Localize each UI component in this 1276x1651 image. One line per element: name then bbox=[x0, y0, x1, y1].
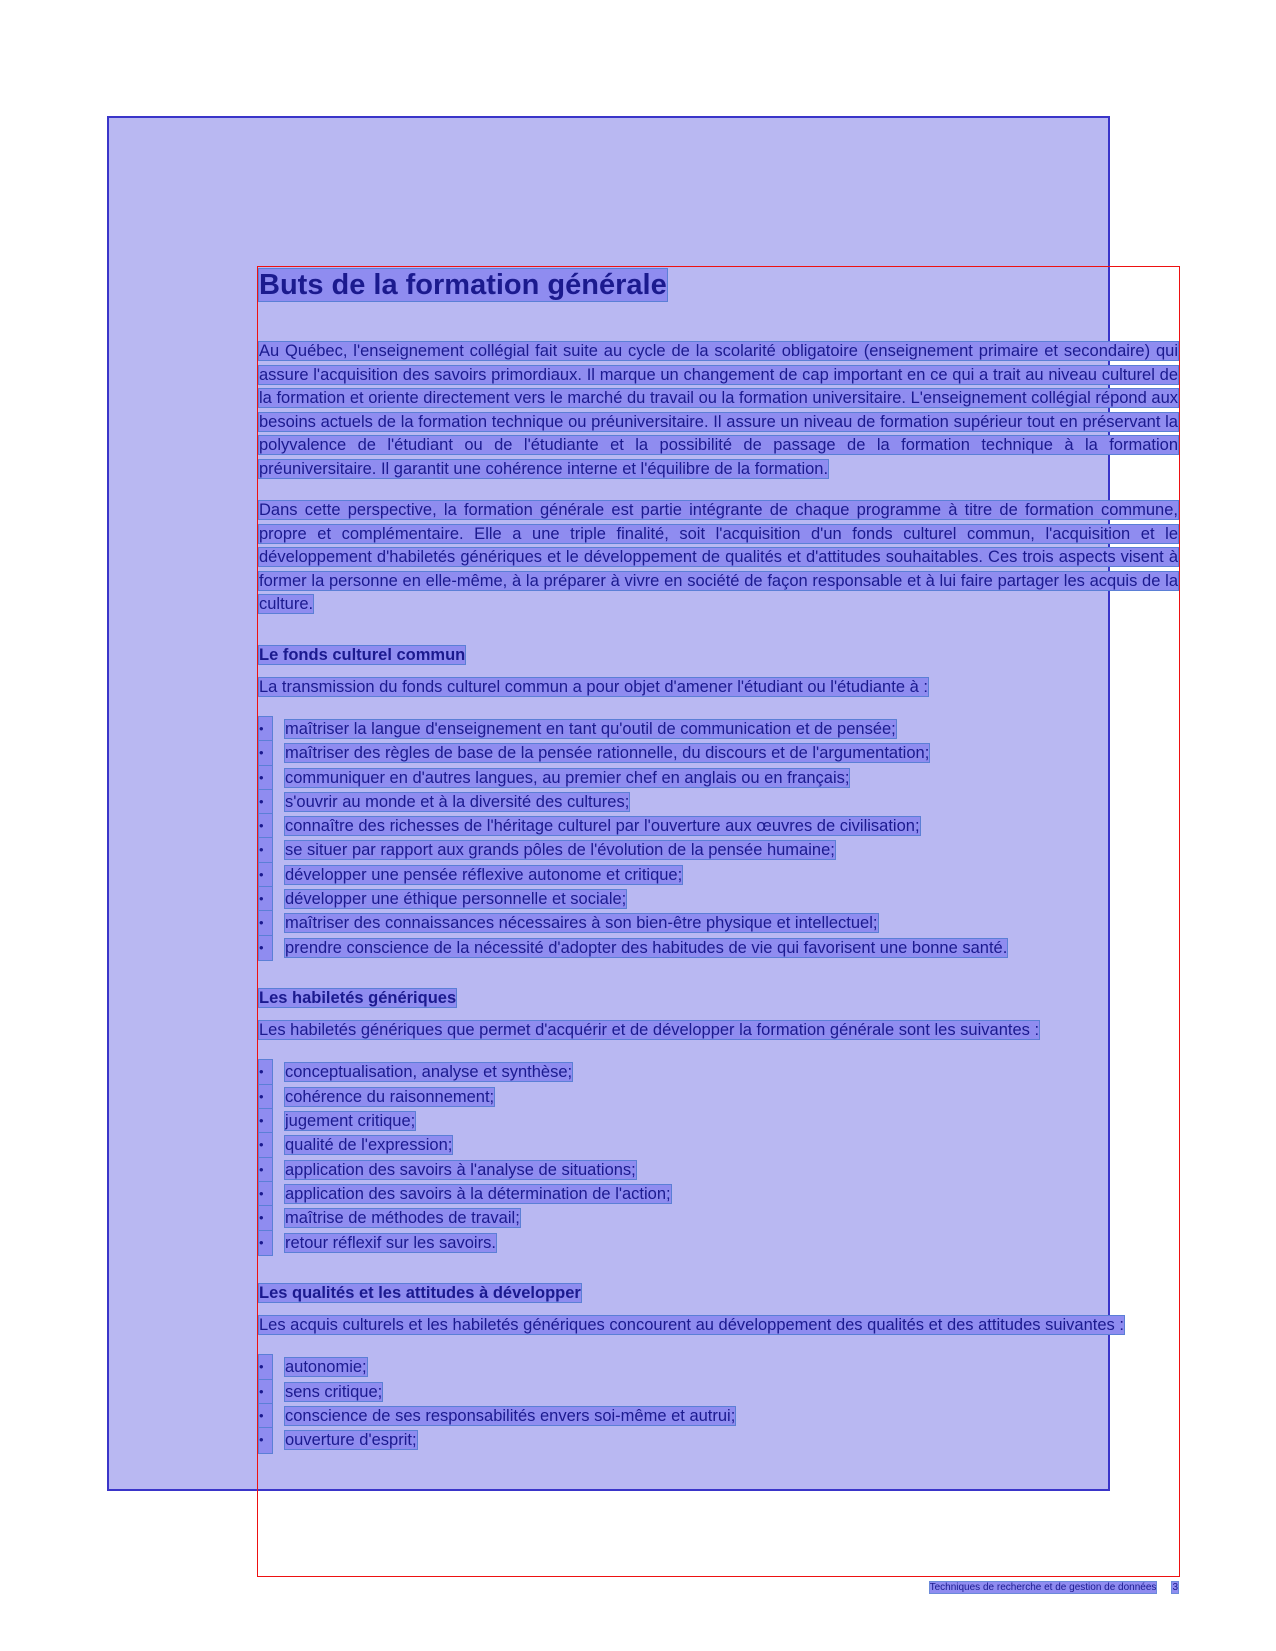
list-item bbox=[259, 1428, 1178, 1452]
list-item-text: conscience de ses responsabilités envers soi-même et autrui; bbox=[285, 1406, 736, 1425]
list-item-text: application des savoirs à l'analyse de situations; bbox=[285, 1160, 636, 1179]
list-item-text: conceptualisation, analyse et synthèse; bbox=[285, 1063, 573, 1082]
list-item bbox=[259, 887, 1178, 911]
list-item bbox=[259, 911, 1178, 935]
bullet-icon: • bbox=[259, 1206, 272, 1230]
list-item bbox=[259, 1085, 1178, 1109]
footer-page-number: 3 bbox=[1172, 1582, 1178, 1593]
bullet-icon: • bbox=[259, 1355, 272, 1379]
list-item-text: développer une pensée réflexive autonome et critique; bbox=[285, 865, 683, 884]
intro-paragraph-1 bbox=[259, 340, 1178, 481]
bullet-icon: • bbox=[259, 887, 272, 911]
bullet-icon: • bbox=[259, 1182, 272, 1206]
page-title-text: Buts de la formation générale bbox=[259, 269, 667, 301]
list-item bbox=[259, 790, 1178, 814]
list-item-text: sens critique; bbox=[285, 1382, 383, 1401]
list-item bbox=[259, 838, 1178, 862]
section-lead-qualites-attitudes bbox=[259, 1314, 1178, 1338]
list-item-text: retour réflexif sur les savoirs. bbox=[285, 1233, 496, 1252]
bullet-icon: • bbox=[259, 1428, 272, 1452]
section-lead-text: La transmission du fonds culturel commun a pour objet d'amener l'étudiant ou l'étudiante à : bbox=[259, 677, 928, 696]
intro-paragraph-2 bbox=[259, 499, 1178, 617]
list-item-text: ouverture d'esprit; bbox=[285, 1431, 417, 1450]
list-item bbox=[259, 1206, 1178, 1230]
list-item bbox=[259, 1404, 1178, 1428]
list-item-text: développer une éthique personnelle et sociale; bbox=[285, 890, 627, 909]
spacer bbox=[259, 481, 1178, 499]
section-heading-habiletes-generiques bbox=[259, 988, 1178, 1008]
spacer bbox=[259, 302, 1178, 340]
list-item-text: jugement critique; bbox=[285, 1112, 416, 1131]
section-heading-text: Le fonds culturel commun bbox=[259, 645, 466, 664]
list-item-text: prendre conscience de la nécessité d'adopter des habitudes de vie qui favorisent une bonne santé. bbox=[285, 938, 1008, 957]
spacer bbox=[259, 960, 1178, 988]
bullet-icon: • bbox=[259, 936, 272, 960]
list-item bbox=[259, 863, 1178, 887]
list-item-text: se situer par rapport aux grands pôles de l'évolution de la pensée humaine; bbox=[285, 841, 835, 860]
spacer bbox=[259, 1337, 1178, 1355]
bullet-icon: • bbox=[259, 814, 272, 838]
section-heading-qualites-attitudes bbox=[259, 1283, 1178, 1303]
section-lead-text: Les habiletés génériques que permet d'acquérir et de développer la formation générale sont les suivantes : bbox=[259, 1020, 1040, 1039]
bullet-icon: • bbox=[259, 1133, 272, 1157]
bullet-icon: • bbox=[259, 1109, 272, 1133]
intro-paragraph-1-text: Au Québec, l'enseignement collégial fait suite au cycle de la scolarité obligatoire (enseignement primaire et secondaire) qui assure l'acquisition des savoirs primordiaux. Il marque un changement de cap important en ce qui a trait au niveau culturel de la formation et oriente directement vers le marché du travail ou la formation universitaire. L'enseignement collégial répond aux besoins actuels de la formation technique ou préuniversitaire. Il assure un niveau de formation supérieur tout en préservant la polyvalence de l'étudiant ou de l'étudiante et la possibilité de passage de la formation technique à la formation préuniversitaire. Il garantit une cohérence interne et l'équilibre de la formation. bbox=[259, 342, 1178, 478]
section-lead-text: Les acquis culturels et les habiletés génériques concourent au développement des qualités et des attitudes suivantes : bbox=[259, 1315, 1124, 1334]
list-item bbox=[259, 1355, 1178, 1379]
list-item-text: communiquer en d'autres langues, au premier chef en anglais ou en français; bbox=[285, 768, 850, 787]
section-heading-text: Les habiletés génériques bbox=[259, 988, 457, 1007]
page-footer bbox=[259, 1581, 1178, 1594]
intro-paragraph-2-text: Dans cette perspective, la formation générale est partie intégrante de chaque programme à titre de formation commune, propre et complémentaire. Elle a une triple finalité, soit l'acquisition d'un fonds culturel commun, l'acquisition et le développement d'habiletés génériques et le développement de qualités et d'attitudes souhaitables. Ces trois aspects visent à former la personne en elle-même, à la préparer à vivre en société de façon responsable et à lui faire partager les acquis de la culture. bbox=[259, 501, 1178, 613]
list-item-text: maîtriser des connaissances nécessaires à son bien-être physique et intellectuel; bbox=[285, 914, 878, 933]
list-item-text: autonomie; bbox=[285, 1358, 367, 1377]
bullet-icon: • bbox=[259, 1231, 272, 1255]
bullet-icon: • bbox=[259, 1380, 272, 1404]
list-item bbox=[259, 1231, 1178, 1255]
section-heading-fonds-culturel bbox=[259, 645, 1178, 665]
list-item bbox=[259, 766, 1178, 790]
bullet-icon: • bbox=[259, 911, 272, 935]
list-item bbox=[259, 1380, 1178, 1404]
list-item-text: maîtriser des règles de base de la pensée rationnelle, du discours et de l'argumentation; bbox=[285, 744, 930, 763]
list-item bbox=[259, 814, 1178, 838]
bullet-icon: • bbox=[259, 1060, 272, 1084]
spacer bbox=[259, 1303, 1178, 1314]
list-item bbox=[259, 1182, 1178, 1206]
spacer bbox=[259, 1008, 1178, 1019]
bullet-list-qualites-attitudes bbox=[259, 1355, 1178, 1452]
section-heading-text: Les qualités et les attitudes à développer bbox=[259, 1283, 581, 1302]
bullet-icon: • bbox=[259, 717, 272, 741]
bullet-icon: • bbox=[259, 1404, 272, 1428]
bullet-icon: • bbox=[259, 1158, 272, 1182]
list-item-text: application des savoirs à la détermination de l'action; bbox=[285, 1184, 671, 1203]
bullet-icon: • bbox=[259, 766, 272, 790]
section-lead-fonds-culturel bbox=[259, 676, 1178, 700]
list-item bbox=[259, 1133, 1178, 1157]
bullet-icon: • bbox=[259, 741, 272, 765]
bullet-icon: • bbox=[259, 838, 272, 862]
list-item-text: maîtrise de méthodes de travail; bbox=[285, 1209, 520, 1228]
spacer bbox=[259, 699, 1178, 717]
bullet-list-habiletes-generiques bbox=[259, 1060, 1178, 1254]
list-item-text: s'ouvrir au monde et à la diversité des cultures; bbox=[285, 792, 630, 811]
document-content bbox=[259, 268, 1178, 1568]
list-item bbox=[259, 741, 1178, 765]
list-item bbox=[259, 1060, 1178, 1084]
list-item-text: qualité de l'expression; bbox=[285, 1136, 453, 1155]
page-title bbox=[259, 268, 1178, 302]
footer-text: Techniques de recherche et de gestion de données bbox=[929, 1582, 1157, 1593]
bullet-icon: • bbox=[259, 790, 272, 814]
list-item-text: connaître des richesses de l'héritage culturel par l'ouverture aux œuvres de civilisation; bbox=[285, 817, 920, 836]
list-item bbox=[259, 1158, 1178, 1182]
bullet-icon: • bbox=[259, 863, 272, 887]
list-item-text: cohérence du raisonnement; bbox=[285, 1087, 495, 1106]
spacer bbox=[259, 665, 1178, 676]
document-page[interactable] bbox=[107, 116, 1178, 1593]
list-item bbox=[259, 1109, 1178, 1133]
spacer bbox=[259, 1255, 1178, 1283]
section-lead-habiletes-generiques bbox=[259, 1019, 1178, 1043]
list-item-text: maîtriser la langue d'enseignement en tant qu'outil de communication et de pensée; bbox=[285, 720, 896, 738]
bullet-list-fonds-culturel bbox=[259, 717, 1178, 960]
spacer bbox=[259, 617, 1178, 645]
list-item bbox=[259, 936, 1178, 960]
bullet-icon: • bbox=[259, 1085, 272, 1109]
spacer bbox=[259, 1042, 1178, 1060]
list-item bbox=[259, 717, 1178, 741]
